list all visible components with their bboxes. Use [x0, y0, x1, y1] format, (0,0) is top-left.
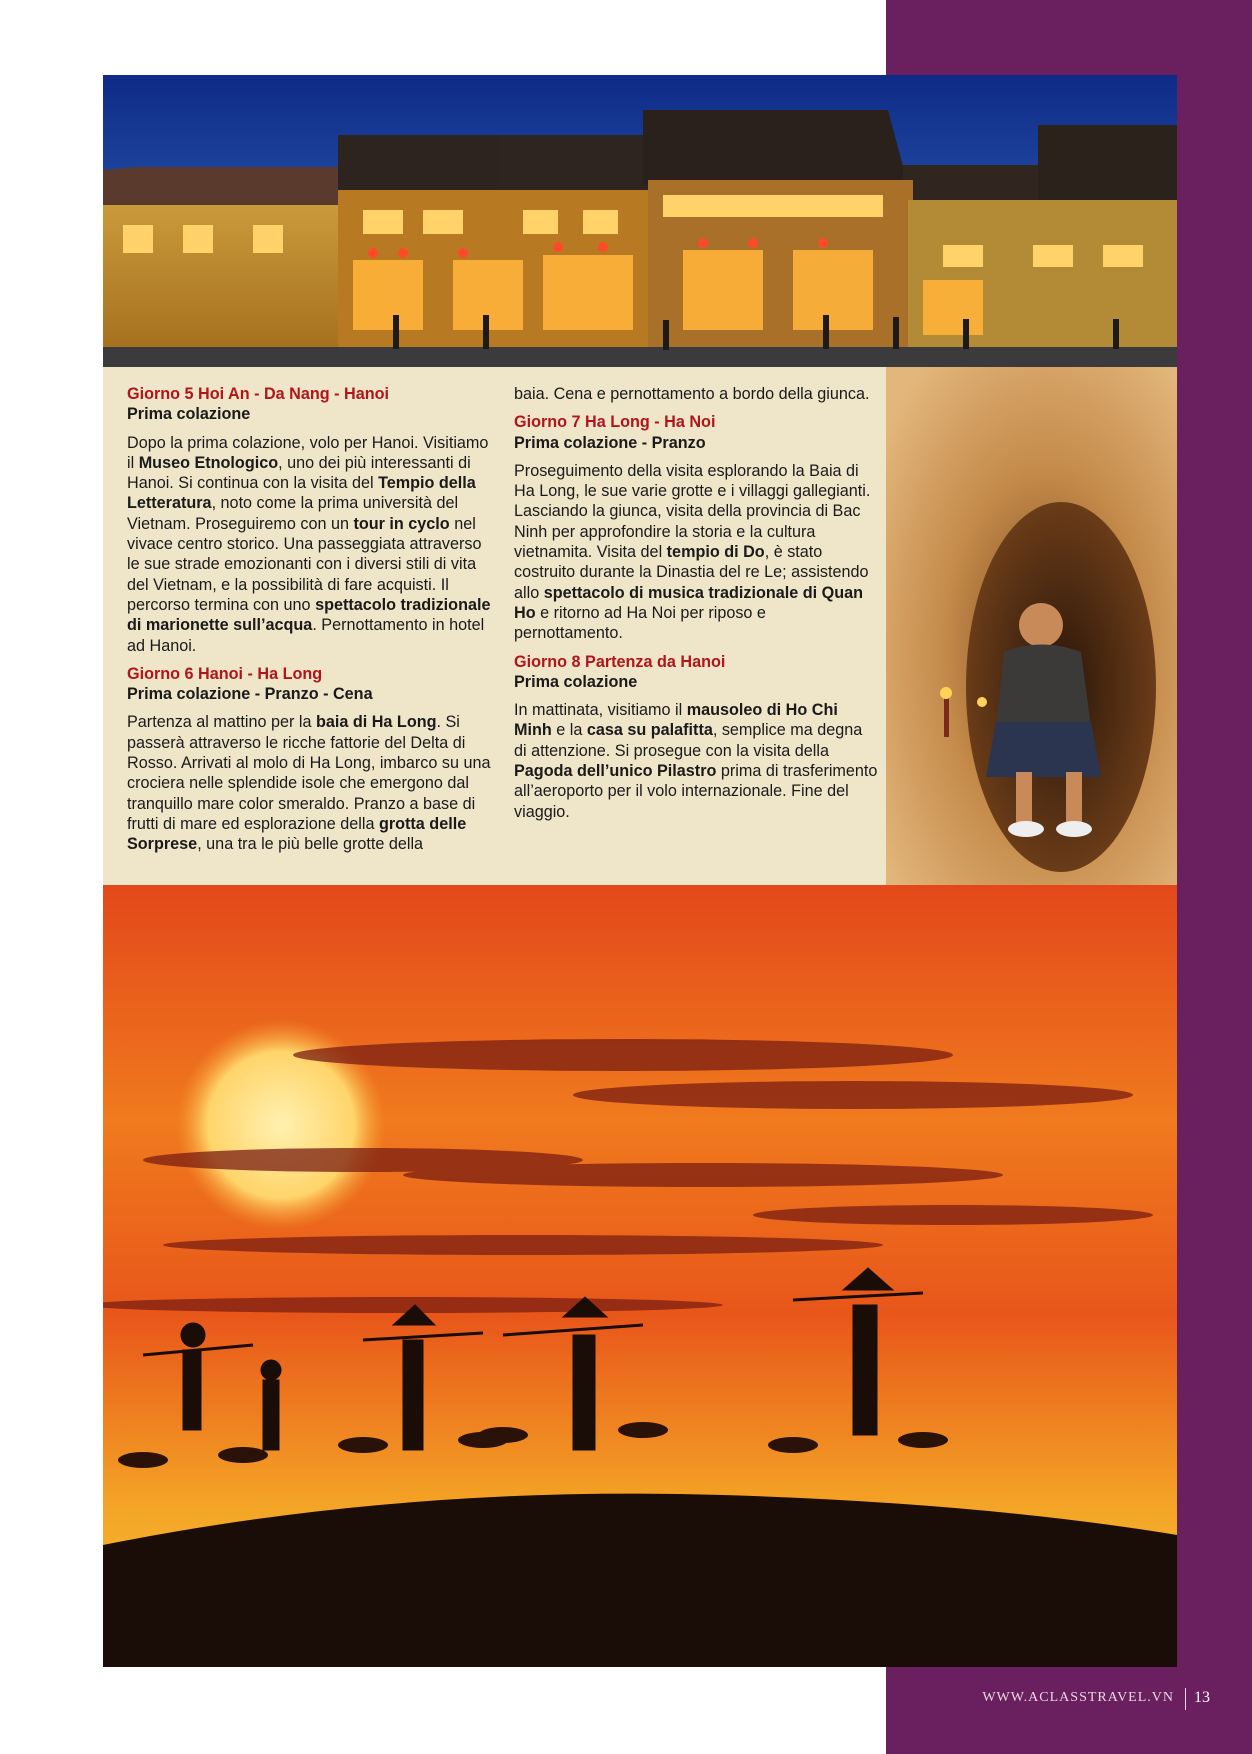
- day-6-description: Partenza al mattino per la baia di Ha Long. Si passerà attraverso le ricche fattorie del Delta di Rosso. Arrivati al molo di Ha Long, imbarco su una crociera nelle splendide isole che emergono dal tranquillo mare color smeraldo. Pranzo a base di frutti di mare ed esplorazione della grotta delle Sorprese, una tra le più belle grotte della: [127, 713, 491, 854]
- day-8-title: Giorno 8 Partenza da Hanoi: [514, 652, 726, 671]
- day-6-continued: baia. Cena e pernottamento a bordo della giunca.: [514, 385, 870, 403]
- sunset-silhouette-photo: [103, 885, 1177, 1667]
- day-5-meals: Prima colazione: [127, 405, 251, 424]
- day-6-meals: Prima colazione - Pranzo - Cena: [127, 685, 373, 704]
- footer-divider: [1185, 1688, 1186, 1710]
- day-5-title: Giorno 5 Hoi An - Da Nang - Hanoi: [127, 385, 389, 403]
- day-5-description: Dopo la prima colazione, volo per Hanoi. Visitiamo il Museo Etnologico, uno dei più interessanti di Hanoi. Si continua con la visita del Tempio della Letteratura, noto come la prima università del Vietnam. Proseguiremo con un tour in cyclo nel vivace centro storico. Una passeggiata attraverso le sue strade emozionanti con i diversi stili di vita del Vietnam, e la possibilità di fare acquisti. Il percorso termina con uno spettacolo tradizionale di marionette sull’acqua. Pernottamento in hotel ad Hanoi.: [127, 433, 491, 655]
- itinerary-column-right: [514, 384, 879, 830]
- website-url: WWW.ACLASSTRAVEL.VN: [982, 1690, 1174, 1705]
- day-7-title: Giorno 7 Ha Long - Ha Noi: [514, 413, 716, 432]
- hoi-an-night-photo: [103, 75, 1177, 367]
- itinerary-panel: [103, 367, 886, 885]
- page-number: 13: [1194, 1689, 1210, 1706]
- day-6-title: Giorno 6 Hanoi - Ha Long: [127, 664, 323, 683]
- day-7-description: Proseguimento della visita esplorando la Baia di Ha Long, le sue varie grotte e i villaggi gallegianti. Lasciando la giunca, visita della provincia di Bac Ninh per approfondire la storia e la cultura vietnamita. Visita del tempio di Do, è stato costruito durante la Dinastia del re Le; assistendo allo spettacolo di musica tradizionale di Quan Ho e ritorno ad Ha Noi per riposo e pernottamento.: [514, 461, 871, 643]
- itinerary-column-left: [127, 384, 492, 863]
- day-8-description: In mattinata, visitiamo il mausoleo di Ho Chi Minh e la casa su palafitta, semplice ma degna di attenzione. Si prosegue con la visita della Pagoda dell’unico Pilastro prima di trasferimento all’aeroporto per il volo internazionale. Fine del viaggio.: [514, 701, 878, 821]
- page-footer: [886, 1690, 1252, 1710]
- cu-chi-tunnel-photo: [886, 367, 1177, 885]
- day-7-meals: Prima colazione - Pranzo: [514, 433, 706, 452]
- day-8-meals: Prima colazione: [514, 672, 638, 691]
